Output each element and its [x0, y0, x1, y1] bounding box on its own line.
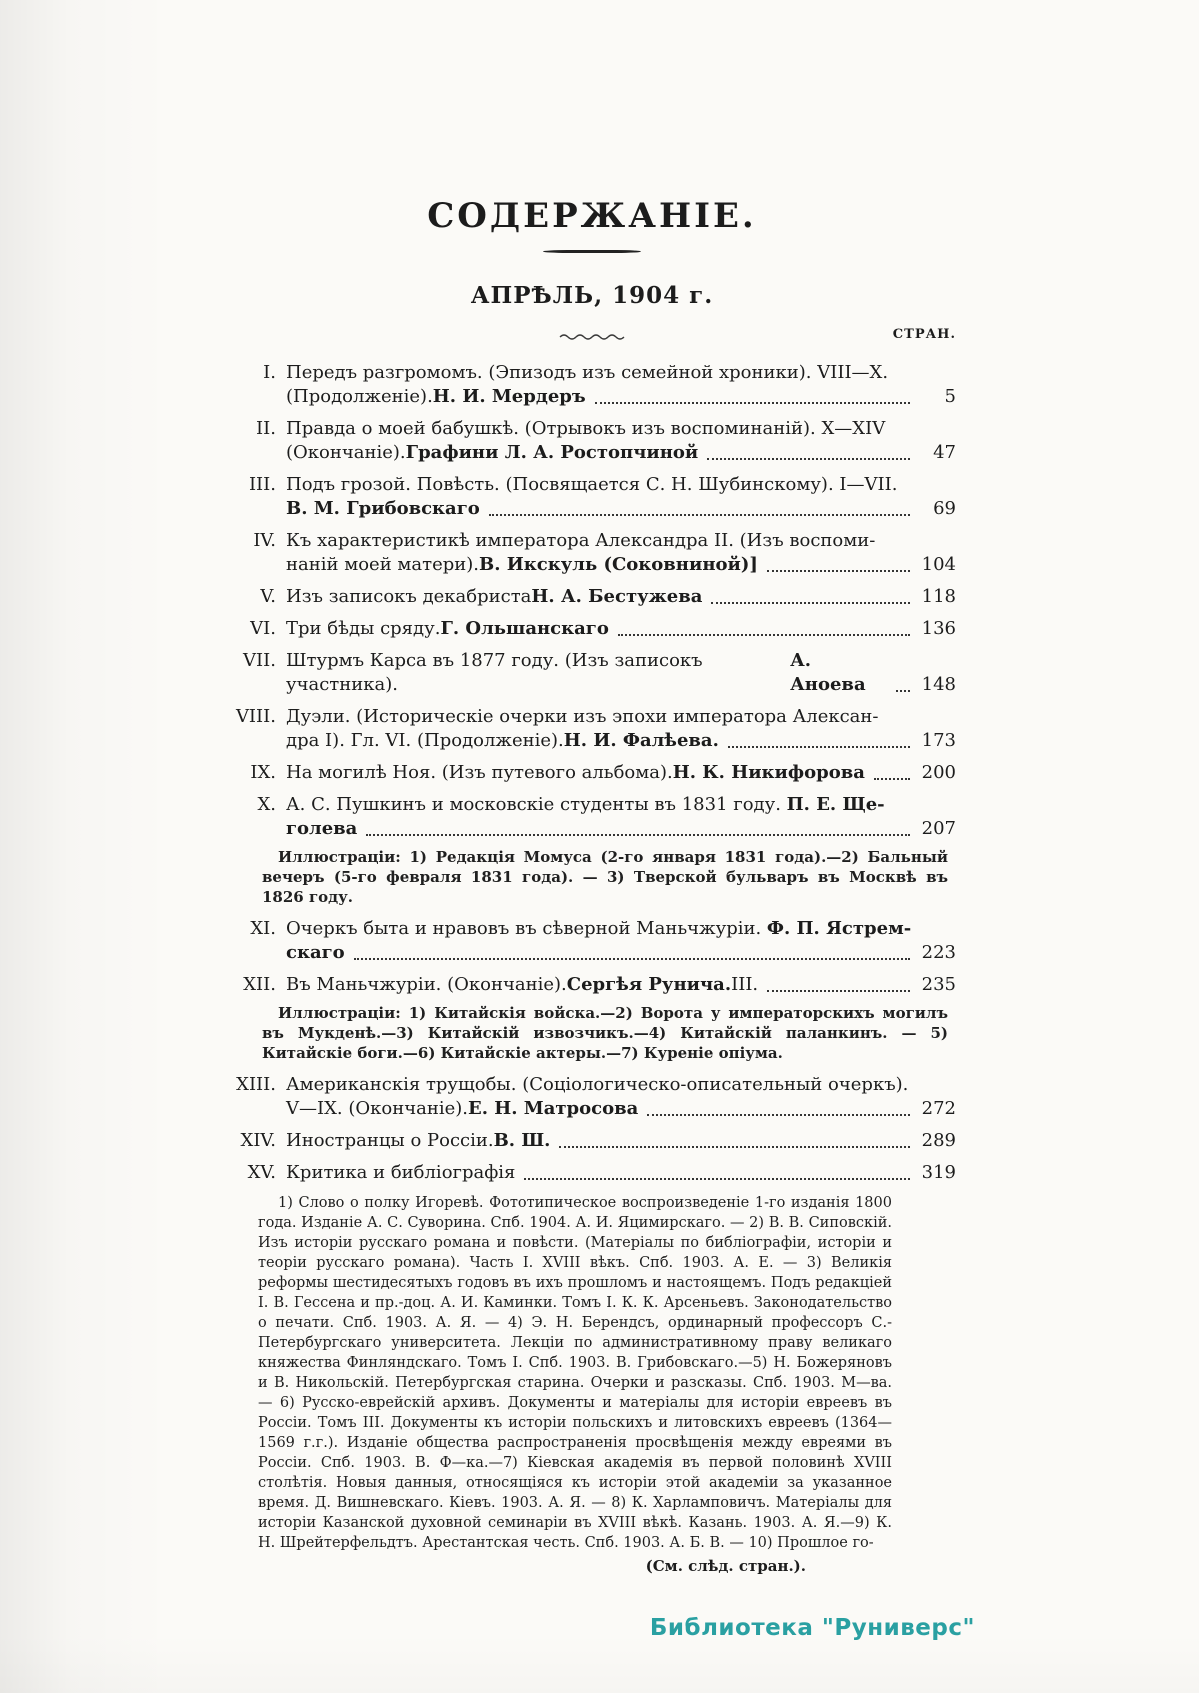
toc-author-segment: скаго: [286, 942, 345, 963]
toc-entry-number: VIII.: [235, 706, 276, 727]
toc-entry-page: 235: [921, 974, 956, 995]
toc-entry-line: [286, 705, 912, 729]
toc-entry: [228, 617, 956, 641]
note-text: 1) Редакція Момуса (2-го января 1831 года).—2) Бальный вечеръ (5-го февраля 1831 года). — 3) Тверской бульваръ въ Москвѣ въ 1826 году.: [262, 848, 948, 906]
dot-leader: [767, 973, 910, 992]
toc-entry-number: V.: [260, 586, 276, 607]
toc-entry-line: [286, 361, 912, 385]
toc-text-segment: V—IX. (Окончаніе).: [286, 1098, 469, 1119]
toc-entry-text: [286, 417, 912, 465]
toc-entry-line: [286, 1129, 912, 1153]
toc-entry-line: [286, 473, 912, 497]
toc-entry-page: 69: [933, 498, 956, 519]
page-title: СОДЕРЖАНІЕ.: [427, 196, 757, 236]
toc-entry-line: [286, 553, 912, 577]
squiggle-divider: [559, 331, 625, 341]
dot-leader: [524, 1161, 910, 1180]
toc-author-segment: Графини Л. А. Ростопчиной: [405, 442, 699, 463]
toc-entry-number: III.: [248, 474, 276, 495]
dot-leader: [595, 385, 910, 404]
toc-author-segment: Г. Ольшанскаго: [440, 618, 609, 639]
toc-text-segment: Три бѣды сряду.: [286, 618, 441, 639]
toc-entry-number: VI.: [250, 618, 276, 639]
toc-text-segment: Американскія трущобы. (Соціологическо-описательный очеркъ).: [286, 1074, 909, 1095]
toc-entry-page: 272: [921, 1098, 956, 1119]
toc-entry-number: XV.: [247, 1162, 276, 1183]
toc-entry-line: [286, 1097, 912, 1121]
toc-entry-number: X.: [257, 794, 276, 815]
toc-entry-note: [262, 1003, 948, 1063]
toc-text-segment: наній моей матери).: [286, 554, 480, 575]
toc-entry-page: 118: [921, 586, 956, 607]
toc-text-segment: На могилѣ Ноя. (Изъ путевого альбома).: [286, 762, 673, 783]
toc-entry-page: 47: [933, 442, 956, 463]
toc-entry-number: I.: [263, 362, 276, 383]
toc-entry-line: [286, 417, 912, 441]
dot-leader: [647, 1097, 910, 1116]
toc-entry: [228, 585, 956, 609]
column-header-row: [228, 323, 956, 349]
toc-entry: [228, 705, 956, 753]
toc-entry: [228, 361, 956, 409]
toc-entry-number: XIII.: [236, 1074, 276, 1095]
toc-entry-page: 5: [944, 386, 956, 407]
dot-leader: [767, 553, 910, 572]
toc-entry-text: [286, 761, 912, 785]
toc-entry-text: [286, 1161, 912, 1185]
dot-leader: [896, 649, 910, 692]
toc-author-segment: А. Аноева: [790, 650, 866, 695]
toc-entry-text: [286, 973, 912, 997]
toc-entry-page: 289: [921, 1130, 956, 1151]
toc-author-segment: Сергѣя Рунича.: [566, 974, 732, 995]
toc-text-segment: Иностранцы о Россіи.: [286, 1130, 494, 1151]
toc-entry-line: [286, 917, 912, 941]
toc-entry: [228, 473, 956, 521]
toc-entry-page: 200: [921, 762, 956, 783]
dot-leader: [707, 441, 910, 460]
toc-entry-number: VII.: [243, 650, 276, 671]
toc-entry-number: XIV.: [240, 1130, 276, 1151]
toc-entry-line: [286, 793, 912, 817]
toc-author-segment: В. Икскуль (Соковниной)]: [479, 554, 758, 575]
toc-text-segment: Очеркъ быта и нравовъ въ сѣверной Маньчжуріи.: [286, 918, 767, 939]
toc-text-segment: (Окончаніе).: [286, 442, 406, 463]
toc-entry-line: [286, 817, 912, 841]
toc-entry-line: [286, 973, 912, 997]
toc-entry: [228, 1073, 956, 1121]
toc-text-segment: А. С. Пушкинъ и московскіе студенты въ 1831 году.: [286, 794, 787, 815]
toc-entry: [228, 529, 956, 577]
dot-leader: [354, 941, 910, 960]
toc-entry: [228, 1129, 956, 1153]
toc-author-segment: Н. И. Фалѣева.: [563, 730, 719, 751]
toc-entry-page: 207: [921, 818, 956, 839]
toc-entry-text: [286, 361, 912, 409]
toc-entry-text: [286, 793, 912, 841]
toc-entry-number: II.: [256, 418, 276, 439]
toc-entry: [228, 793, 956, 841]
toc-entry: [228, 761, 956, 785]
page-column-header: СТРАН.: [892, 327, 956, 342]
toc-entry-text: [286, 1129, 912, 1153]
toc-author-segment: Н. А. Бестужева: [531, 586, 703, 607]
dot-leader: [559, 1129, 910, 1148]
toc-entry-number: XI.: [250, 918, 276, 939]
dot-leader: [618, 617, 910, 636]
toc-text-segment: Изъ записокъ декабриста: [286, 586, 532, 607]
toc-entry-line: [286, 529, 912, 553]
toc-entry-line: [286, 441, 912, 465]
toc-author-segment: П. Е. Ще-: [786, 794, 885, 815]
toc-entry-page: 136: [921, 618, 956, 639]
toc-entry-line: [286, 385, 912, 409]
toc-entry-page: 104: [921, 554, 956, 575]
toc-entry-page: 173: [921, 730, 956, 751]
toc-text-segment: Къ характеристикѣ императора Александра II. (Изъ воспоми-: [286, 530, 876, 551]
toc-author-segment: В. М. Грибовскаго: [286, 498, 480, 519]
toc-text-segment: Подъ грозой. Повѣсть. (Посвящается С. Н. Шубинскому). I—VII.: [286, 474, 898, 495]
toc-text-segment: Передъ разгромомъ. (Эпизодъ изъ семейной хроники). VIII—X.: [286, 362, 889, 383]
toc-entry-number: IV.: [253, 530, 276, 551]
toc-text-segment: дра I). Гл. VI. (Продолженіе).: [286, 730, 564, 751]
toc-entry-text: [286, 529, 912, 577]
bibliography-paragraph: 1) Слово о полку Игоревѣ. Фототипическое воспроизведеніе 1-го изданія 1800 года. Изданіе А. С. Суворина. Спб. 1904. А. И. Яцимирскаго. — 2) В. В. Сиповскій. Изъ исторіи русскаго романа и повѣсти. (Матеріалы по библіографіи, исторіи и теоріи русскаго романа). Часть I. XVIII вѣкъ. Спб. 1903. А. Е. — 3) Великія реформы шестидесятыхъ годовъ въ ихъ прошломъ и настоящемъ. Подъ редакціей І. В. Гессена и пр.-доц. А. И. Каминки. Томъ I. К. К. Арсеньевъ. Законодательство о печати. Спб. 1903. А. Я. — 4) Э. Н. Берендсъ, ординарный профессоръ С.-Петербургскаго университета. Лекціи по административному праву великаго княжества Финляндскаго. Томъ I. Спб. 1903. В. Грибовскаго.—5) Н. Божеряновъ и В. Никольскій. Петербургская старина. Очерки и разсказы. Спб. 1903. М—ва. — 6) Русско-еврейскій архивъ. Документы и матеріалы для исторіи евреевъ въ Россіи. Томъ III. Документы къ исторіи польскихъ и литовскихъ евреевъ (1364—1569 г.г.). Изданіе общества распространенія просвѣщенія между евреями въ Россіи. Спб. 1903. В. Ф—ка.—7) Кіевская академія въ первой половинѣ XVIII столѣтія. Новыя данныя, относящіяся къ исторіи этой академіи за указанное время. Д. Вишневскаго. Кіевъ. 1903. А. Я. — 8) К. Харламповичъ. Матеріалы для исторіи Казанской духовной семинаріи въ XVIII вѣкѣ. Казань. 1903. А. Я.—9) К. Н. Шрейтерфельдтъ. Арестантская честь. Спб. 1903. А. Б. В. — 10) Прошлое го-: [258, 1195, 892, 1551]
toc-content: [228, 196, 956, 1577]
toc-text-segment: III.: [731, 974, 759, 995]
note-label: Иллюстраціи:: [278, 1004, 409, 1022]
toc-entry-page: 223: [921, 942, 956, 963]
dot-leader: [874, 761, 910, 780]
toc-entry-number: IX.: [250, 762, 276, 783]
note-label: Иллюстраціи:: [278, 848, 410, 866]
toc-entry-text: [286, 473, 912, 521]
toc-entry-number: XII.: [243, 974, 276, 995]
toc-text-segment: Дуэли. (Историческіе очерки изъ эпохи императора Алексан-: [286, 706, 879, 727]
toc-text-segment: Въ Маньчжуріи. (Окончаніе).: [286, 974, 567, 995]
dot-leader: [728, 729, 910, 748]
toc-entry-line: [286, 1161, 912, 1185]
toc-entry: [228, 1161, 956, 1185]
dot-leader: [711, 585, 910, 604]
toc-entry-line: [286, 649, 912, 697]
toc-author-segment: Н. И. Мердеръ: [432, 386, 586, 407]
toc-text-segment: Правда о моей бабушкѣ. (Отрывокъ изъ воспоминаній). X—XIV: [286, 418, 886, 439]
toc-entry-line: [286, 761, 912, 785]
toc-list: [228, 361, 956, 1185]
toc-entry-text: [286, 585, 912, 609]
toc-entry: [228, 973, 956, 997]
toc-text-segment: Критика и библіографія: [286, 1162, 516, 1183]
note-text: 1) Китайскія войска.—2) Ворота у императорскихъ могилъ въ Мукденѣ.—3) Китайскій извозчикъ.—4) Китайскій паланкинъ. — 5) Китайскіе боги.—6) Китайскіе актеры.—7) Куреніе опіума.: [262, 1004, 948, 1062]
dot-leader: [366, 817, 910, 836]
issue-heading: АПРѢЛЬ, 1904 г.: [470, 282, 714, 309]
toc-entry: [228, 917, 956, 965]
toc-entry-text: [286, 617, 912, 641]
toc-text-segment: (Продолженіе).: [286, 386, 433, 407]
toc-entry: [228, 417, 956, 465]
library-watermark: Библиотека "Руниверс": [649, 1615, 975, 1641]
toc-entry-text: [286, 705, 912, 753]
continuation-note: (См. слѣд. стран.).: [645, 1557, 806, 1575]
toc-entry-line: [286, 1073, 912, 1097]
toc-entry-line: [286, 729, 912, 753]
dot-leader: [489, 497, 910, 516]
toc-entry-text: [286, 1073, 912, 1121]
toc-text-segment: Штурмъ Карса въ 1877 году. (Изъ записокъ участника).: [286, 650, 703, 695]
toc-entry: [228, 649, 956, 697]
title-divider: [543, 250, 641, 253]
toc-author-segment: Ф. П. Ястрем-: [766, 918, 912, 939]
toc-entry-page: 148: [921, 674, 956, 695]
toc-entry-text: [286, 917, 912, 965]
toc-entry-page: 319: [921, 1162, 956, 1183]
toc-entry-line: [286, 617, 912, 641]
toc-author-segment: Е. Н. Матросова: [468, 1098, 639, 1119]
toc-entry-line: [286, 497, 912, 521]
toc-author-segment: В. Ш.: [493, 1130, 551, 1151]
toc-author-segment: Н. К. Никифорова: [672, 762, 865, 783]
toc-entry-text: [286, 649, 912, 697]
toc-entry-note: [262, 847, 948, 907]
toc-entry-line: [286, 941, 912, 965]
toc-entry-line: [286, 585, 912, 609]
toc-author-segment: голева: [286, 818, 358, 839]
